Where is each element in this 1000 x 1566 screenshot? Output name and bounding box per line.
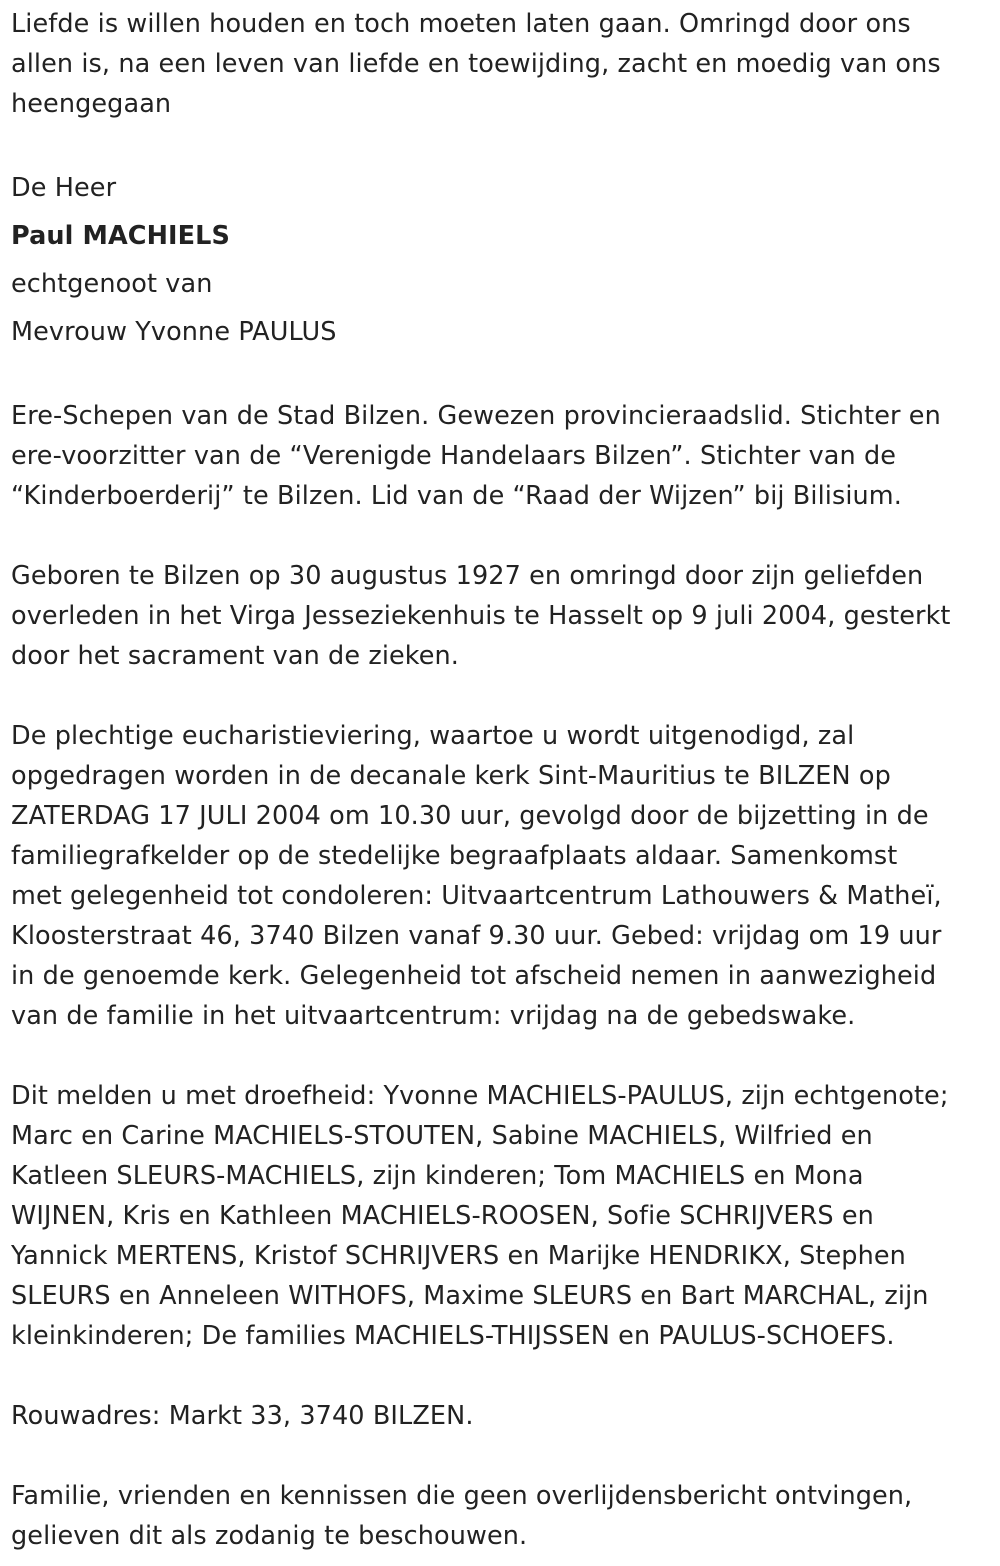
deceased-name-block [11, 164, 982, 356]
intro-paragraph: Liefde is willen houden en toch moeten laten gaan. Omringd door ons allen is, na een leven van liefde en toewijding, zacht en moedig van ons heengegaan [11, 9, 941, 119]
ceremony-paragraph: De plechtige eucharistieviering, waartoe u wordt uitgenodigd, zal opgedragen worden in de decanale kerk Sint-Mauritius te BILZEN op ZATERDAG 17 JULI 2004 om 10.30 uur, gevolgd door de bijzetting in de familiegrafkelder op de stedelijke begraafplaats aldaar. Samenkomst met gelegenheid tot condoleren: Uitvaartcentrum Lathouwers & Matheï, Kloosterstraat 46, 3740 Bilzen vanaf 9.30 uur. Gebed: vrijdag om 19 uur in de genoemde kerk. Gelegenheid tot afscheid nemen in aanwezigheid van de familie in het uitvaartcentrum: vrijdag na de gebedswake. [11, 721, 942, 1031]
mourning-address: Rouwadres: Markt 33, 3740 BILZEN. [11, 1401, 474, 1431]
deceased-name: Paul MACHIELS [11, 221, 230, 251]
spouse-name: Mevrouw Yvonne PAULUS [11, 317, 337, 347]
honorific: De Heer [11, 173, 117, 203]
merits-paragraph: Ere-Schepen van de Stad Bilzen. Gewezen provincieraadslid. Stichter en ere-voorzitter van de “Verenigde Handelaars Bilzen”. Stichter van de “Kinderboerderij” te Bilzen. Lid van de “Raad der Wijzen” bij Bilisium. [11, 401, 941, 511]
birth-death-paragraph: Geboren te Bilzen op 30 augustus 1927 en omringd door zijn geliefden overleden in het Virga Jesseziekenhuis te Hasselt op 9 juli 2004, gesterkt door het sacrament van de zieken. [11, 561, 951, 671]
closing-paragraph: Familie, vrienden en kennissen die geen overlijdensbericht ontvingen, gelieven dit als zodanig te beschouwen. [11, 1481, 913, 1551]
family-paragraph: Dit melden u met droefheid: Yvonne MACHIELS-PAULUS, zijn echtgenote; Marc en Carine MACHIELS-STOUTEN, Sabine MACHIELS, Wilfried en Katleen SLEURS-MACHIELS, zijn kinderen; Tom MACHIELS en Mona WIJNEN, Kris en Kathleen MACHIELS-ROOSEN, Sofie SCHRIJVERS en Yannick MERTENS, Kristof SCHRIJVERS en Marijke HENDRIKX, Stephen SLEURS en Anneleen WITHOFS, Maxime SLEURS en Bart MARCHAL, zijn kleinkinderen; De families MACHIELS-THIJSSEN en PAULUS-SCHOEFS. [11, 1081, 949, 1351]
relation-label: echtgenoot van [11, 269, 213, 299]
